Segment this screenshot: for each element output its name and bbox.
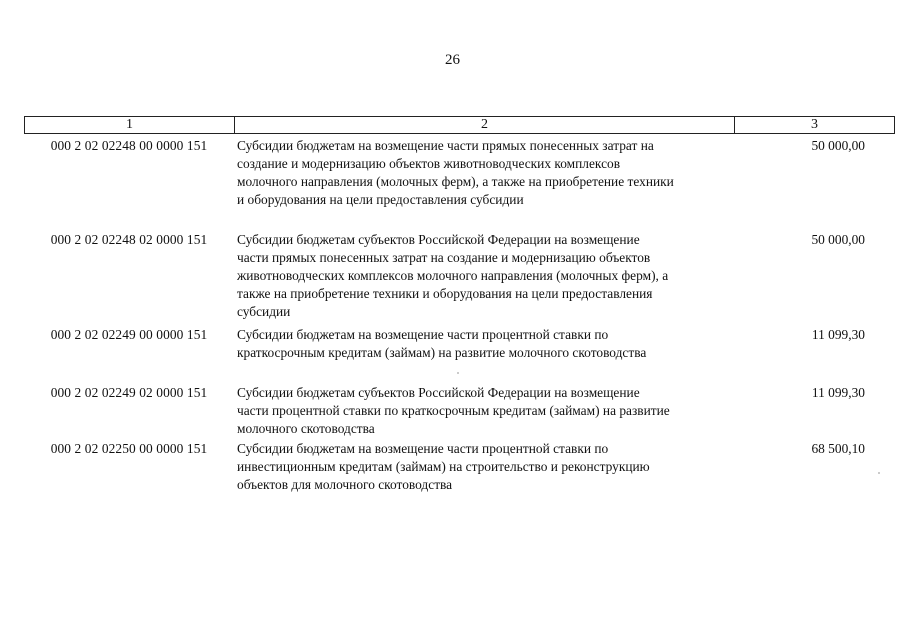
scan-speck [878, 472, 880, 474]
description-line: части прямых понесенных затрат на создание и модернизацию объектов [237, 250, 651, 265]
budget-code: 000 2 02 02249 02 0000 151 [50, 385, 208, 400]
budget-code: 000 2 02 02248 02 0000 151 [50, 232, 208, 247]
budget-code: 000 2 02 02249 00 0000 151 [50, 327, 208, 342]
description-line: создание и модернизацию объектов животноводческих комплексов [237, 156, 621, 171]
description-line: краткосрочным кредитам (займам) на развитие молочного скотоводства [237, 345, 647, 360]
description-line: молочного направления (молочных ферм), а также на приобретение техники [237, 174, 674, 189]
row-description [237, 384, 737, 438]
description-line: также на приобретение техники и оборудования на цели предоставления [237, 286, 653, 301]
column-header-3: 3 [811, 117, 818, 132]
row-description [237, 326, 737, 362]
description-line: Субсидии бюджетам субъектов Российской Федерации на возмещение [237, 385, 640, 400]
row-description [237, 137, 737, 209]
column-header-1: 1 [25, 117, 235, 133]
description-line: части процентной ставки по краткосрочным кредитам (займам) на развитие [237, 403, 670, 418]
scan-speck [457, 372, 459, 374]
description-line: объектов для молочного скотоводства [237, 477, 453, 492]
description-line: Субсидии бюджетам на возмещение части процентной ставки по [237, 441, 609, 456]
description-line: животноводческих комплексов молочного направления (молочных ферм), а [237, 268, 669, 283]
amount: 68 500,10 [811, 441, 865, 456]
budget-code: 000 2 02 02248 00 0000 151 [50, 138, 208, 153]
description-line: Субсидии бюджетам субъектов Российской Федерации на возмещение [237, 232, 640, 247]
amount: 50 000,00 [811, 138, 865, 153]
row-description [237, 231, 737, 321]
budget-code: 000 2 02 02250 00 0000 151 [50, 441, 208, 456]
description-line: Субсидии бюджетам на возмещение части процентной ставки по [237, 327, 609, 342]
amount: 50 000,00 [811, 232, 865, 247]
column-header-2: 2 [235, 117, 735, 133]
row-description [237, 440, 737, 494]
description-line: молочного скотоводства [237, 421, 375, 436]
description-line: и оборудования на цели предоставления субсидии [237, 192, 524, 207]
amount: 11 099,30 [811, 327, 865, 342]
table-header [24, 116, 895, 134]
description-line: субсидии [237, 304, 291, 319]
description-line: инвестиционным кредитам (займам) на строительство и реконструкцию [237, 459, 650, 474]
amount: 11 099,30 [811, 385, 865, 400]
description-line: Субсидии бюджетам на возмещение части прямых понесенных затрат на [237, 138, 654, 153]
page-number: 26 [445, 52, 460, 68]
